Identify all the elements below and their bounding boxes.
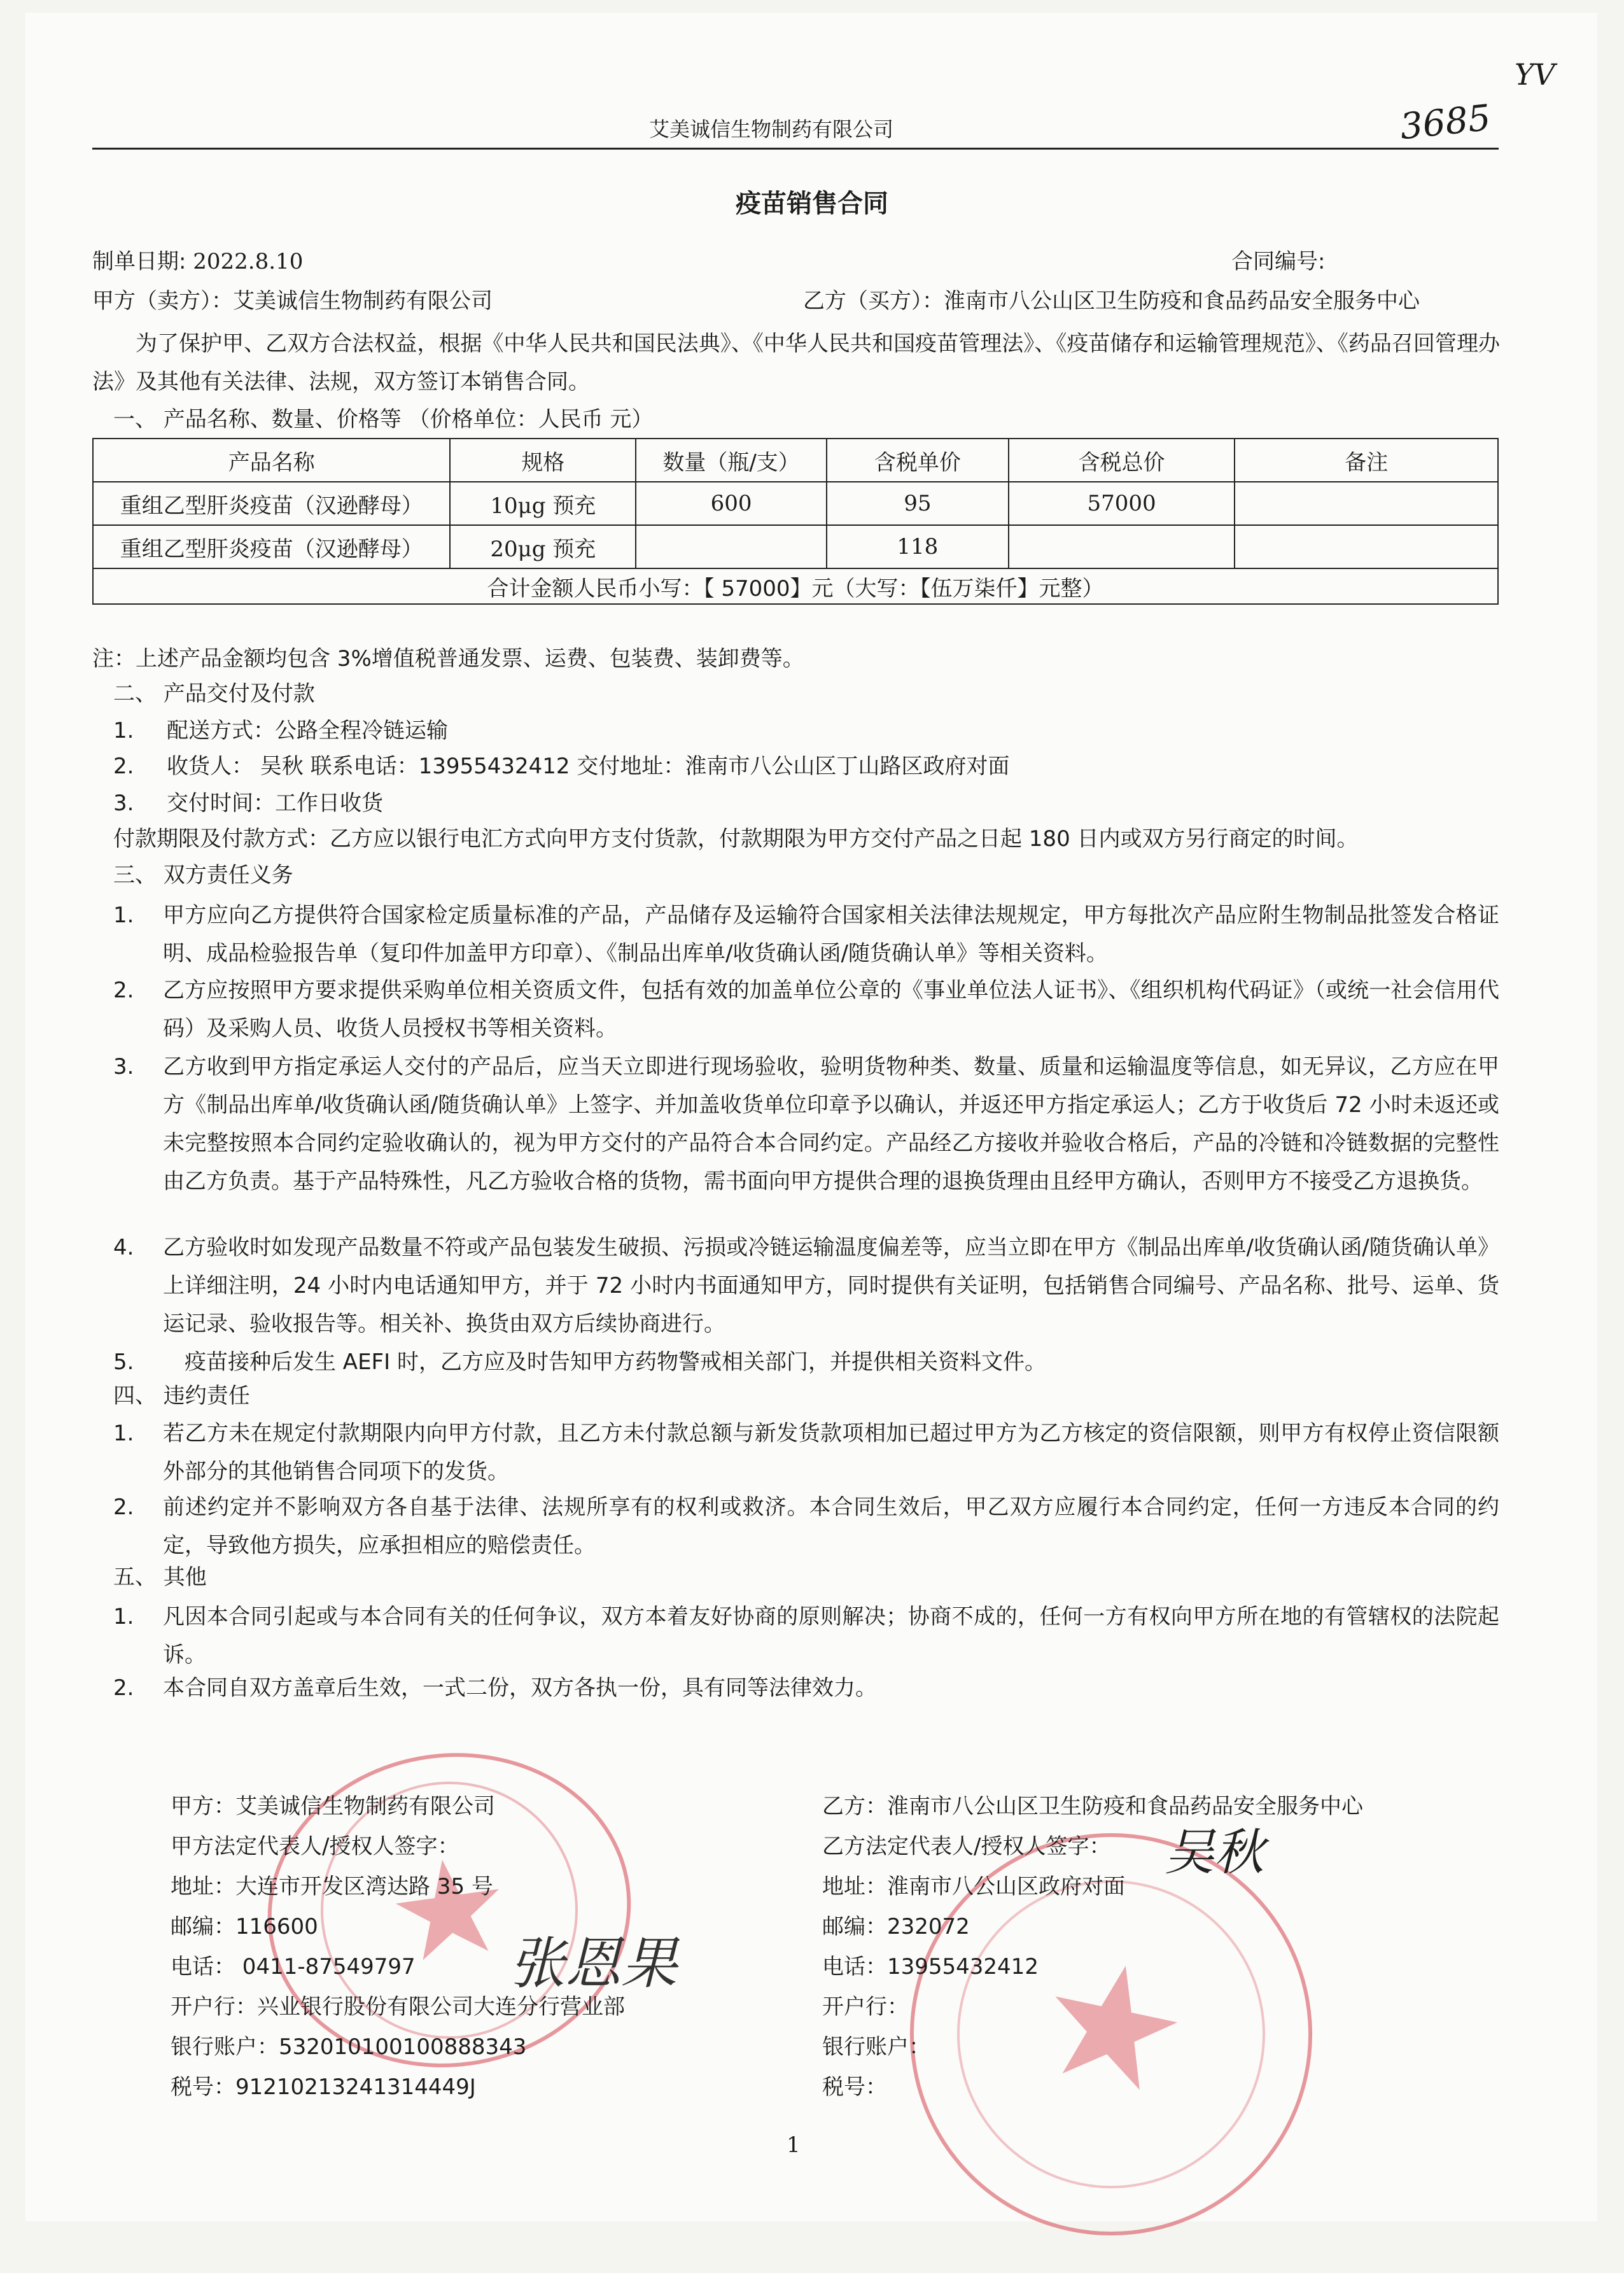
table-cell: 重组乙型肝炎疫苗（汉逊酵母）: [93, 525, 450, 568]
sign-b-address: 地址：淮南市八公山区政府对面: [822, 1874, 1125, 1899]
item-number: 4.: [113, 1235, 134, 1260]
contract-no-label: 合同编号:: [1231, 249, 1326, 274]
date-row: [92, 247, 303, 276]
product-table: [92, 438, 1499, 605]
table-header: 备注: [1235, 439, 1498, 482]
table-cell: [1235, 482, 1498, 525]
sign-b-bank: 开户行：: [822, 1994, 909, 2020]
header-company: 艾美诚信生物制药有限公司: [649, 117, 894, 141]
page-title: 疫苗销售合同: [736, 189, 888, 218]
item-number: 1.: [113, 1421, 134, 1446]
item-number: 1.: [113, 903, 134, 928]
signature-b: 吴秋: [1165, 1824, 1264, 1882]
sign-a-rep: 甲方法定代表人/授权人签字：: [171, 1834, 459, 1859]
preamble: 为了保护甲、乙双方合法权益，根据《中华人民共和国民法典》、《中华人民共和国疫苗管理法》、《疫苗储存和运输管理规范》、《药品召回管理办法》及其他有关法律、法规，双方签订本销售合同。: [92, 331, 1500, 395]
section5-title: 五、 其他: [113, 1565, 207, 1590]
sign-b-account: 银行账户：: [822, 2034, 930, 2060]
delivery-method: 配送方式：公路全程冷链运输: [167, 718, 448, 743]
table-cell: 重组乙型肝炎疫苗（汉逊酵母）: [93, 482, 450, 525]
sign-b-phone: 电话：13955432412: [822, 1954, 1039, 1980]
table-total: 合计金额人民币小写：【 57000】元（大写：【伍万柒仟】元整）: [93, 568, 1498, 604]
table-cell: [636, 525, 827, 568]
clause-3-3: 乙方收到甲方指定承运人交付的产品后，应当天立即进行现场验收，验明货物种类、数量、质量和运输温度等信息，如无异议，乙方应在甲方《制品出库单/收货确认函/随货确认单》上签字、并加盖收货单位印章予以确认，并返还甲方指定承运人；乙方于收货后 72 小时未返还或未完整按照本合同约定验收确认的，视为甲方交付的产品符合本合同约定。产品经乙方接收并验收合格后，产品的冷链和冷链数据的完整性由乙方负责。基于产品特殊性，凡乙方验收合格的货物，需书面向甲方提供合理的退换货理由且经甲方确认，否则甲方不接受乙方退换货。: [163, 1054, 1499, 1194]
header-rule: [92, 148, 1499, 150]
consignee-line: 收货人： 吴秋 联系电话：13955432412 交付地址：淮南市八公山区丁山路区政府对面: [167, 754, 1010, 779]
seller-line: 甲方（卖方）：艾美诚信生物制药有限公司: [92, 288, 493, 314]
handwritten-number: 3685: [1397, 97, 1493, 148]
item-number: 2.: [113, 1675, 134, 1701]
section4-title: 四、 违约责任: [113, 1383, 250, 1409]
item-number: 2.: [113, 978, 134, 1003]
table-row: [93, 482, 1498, 525]
clause-4-2: 前述约定并不影响双方各自基于法律、法规所享有的权利或救济。本合同生效后，甲乙双方应履行本合同约定，任何一方违反本合同的约定，导致他方损失，应承担相应的赔偿责任。: [163, 1495, 1499, 1558]
sign-b-rep: 乙方法定代表人/授权人签字：: [822, 1834, 1111, 1859]
table-cell: [1009, 525, 1235, 568]
page-number: 1: [787, 2132, 801, 2158]
table-header: 含税总价: [1009, 439, 1235, 482]
table-header: 产品名称: [93, 439, 450, 482]
item-number: 3.: [113, 1054, 134, 1080]
handwritten-mark: YV: [1515, 57, 1555, 92]
section2-title: 二、 产品交付及付款: [113, 681, 315, 707]
item-number: 3.: [113, 791, 134, 816]
date-value: 2022.8.10: [193, 249, 304, 274]
sign-a-tax: 税号：91210213241314449J: [171, 2074, 476, 2100]
clause-5-2: 本合同自双方盖章后生效，一式二份，双方各执一份，具有同等法律效力。: [163, 1675, 877, 1701]
item-number: 2.: [113, 754, 134, 779]
table-cell: 95: [827, 482, 1009, 525]
buyer-line: 乙方（买方）：淮南市八公山区卫生防疫和食品药品安全服务中心: [803, 288, 1420, 314]
sign-b-company: 乙方：淮南市八公山区卫生防疫和食品药品安全服务中心: [822, 1794, 1363, 1819]
item-number: 1.: [113, 718, 134, 743]
table-total-row: [93, 568, 1498, 604]
item-number: 2.: [113, 1495, 134, 1520]
table-cell: [1235, 525, 1498, 568]
date-label: 制单日期:: [92, 249, 186, 274]
clause-3-1: 甲方应向乙方提供符合国家检定质量标准的产品，产品储存及运输符合国家相关法律法规规定，甲方每批次产品应附生物制品批签发合格证明、成品检验报告单（复印件加盖甲方印章）、《制品出库单/收货确认函/随货确认单》等相关资料。: [163, 903, 1499, 966]
clause-4-1: 若乙方未在规定付款期限内向甲方付款，且乙方未付款总额与新发货款项相加已超过甲方为乙方核定的资信限额，则甲方有权停止资信限额外部分的其他销售合同项下的发货。: [163, 1421, 1499, 1484]
sign-a-company: 甲方：艾美诚信生物制药有限公司: [171, 1794, 495, 1819]
table-row: [93, 525, 1498, 568]
table-cell: 10μg 预充: [450, 482, 636, 525]
clause-3-4: 乙方验收时如发现产品数量不符或产品包装发生破损、污损或冷链运输温度偏差等，应当立即在甲方《制品出库单/收货确认函/随货确认单》上详细注明，24 小时内电话通知甲方，并于 72 小时内书面通知甲方，同时提供有关证明，包括销售合同编号、产品名称、批号、运单、货运记录、验收报告等。相关补、换货由双方后续协商进行。: [163, 1235, 1499, 1337]
table-header: 数量（瓶/支）: [636, 439, 827, 482]
table-cell: 600: [636, 482, 827, 525]
item-number: 5.: [113, 1349, 134, 1375]
table-header-row: [93, 439, 1498, 482]
section3-title: 三、 双方责任义务: [113, 862, 293, 888]
price-note: 注：上述产品金额均包含 3%增值税普通发票、运费、包装费、装卸费等。: [92, 646, 804, 672]
table-header: 规格: [450, 439, 636, 482]
payment-terms: 付款期限及付款方式：乙方应以银行电汇方式向甲方支付货款，付款期限为甲方交付产品之日起 180 日内或双方另行商定的时间。: [113, 826, 1359, 852]
clause-3-5: 疫苗接种后发生 AEFI 时，乙方应及时告知甲方药物警戒相关部门，并提供相关资料文件。: [185, 1349, 1046, 1375]
table-cell: 20μg 预充: [450, 525, 636, 568]
sign-a-zip: 邮编：116600: [171, 1914, 318, 1939]
section1-title: 一、 产品名称、数量、价格等 （价格单位：人民币 元）: [113, 407, 654, 432]
table-header: 含税单价: [827, 439, 1009, 482]
sign-a-account: 银行账户：532010100100888343: [171, 2034, 527, 2060]
sign-a-phone: 电话： 0411-87549797: [171, 1954, 416, 1980]
sign-a-address: 地址：大连市开发区湾达路 35 号: [171, 1874, 493, 1899]
table-cell: 118: [827, 525, 1009, 568]
table-cell: 57000: [1009, 482, 1235, 525]
clause-3-2: 乙方应按照甲方要求提供采购单位相关资质文件，包括有效的加盖单位公章的《事业单位法人证书》、《组织机构代码证》（或统一社会信用代码）及采购人员、收货人员授权书等相关资料。: [163, 978, 1499, 1041]
sign-b-tax: 税号：: [822, 2074, 887, 2100]
signature-a: 张恩果: [509, 1931, 678, 1996]
item-number: 1.: [113, 1604, 134, 1629]
sign-a-bank: 开户行：兴业银行股份有限公司大连分行营业部: [171, 1994, 625, 2020]
delivery-time: 交付时间：工作日收货: [167, 791, 383, 816]
clause-5-1: 凡因本合同引起或与本合同有关的任何争议，双方本着友好协商的原则解决；协商不成的，任何一方有权向甲方所在地的有管辖权的法院起诉。: [163, 1604, 1499, 1668]
sign-b-zip: 邮编：232072: [822, 1914, 970, 1939]
